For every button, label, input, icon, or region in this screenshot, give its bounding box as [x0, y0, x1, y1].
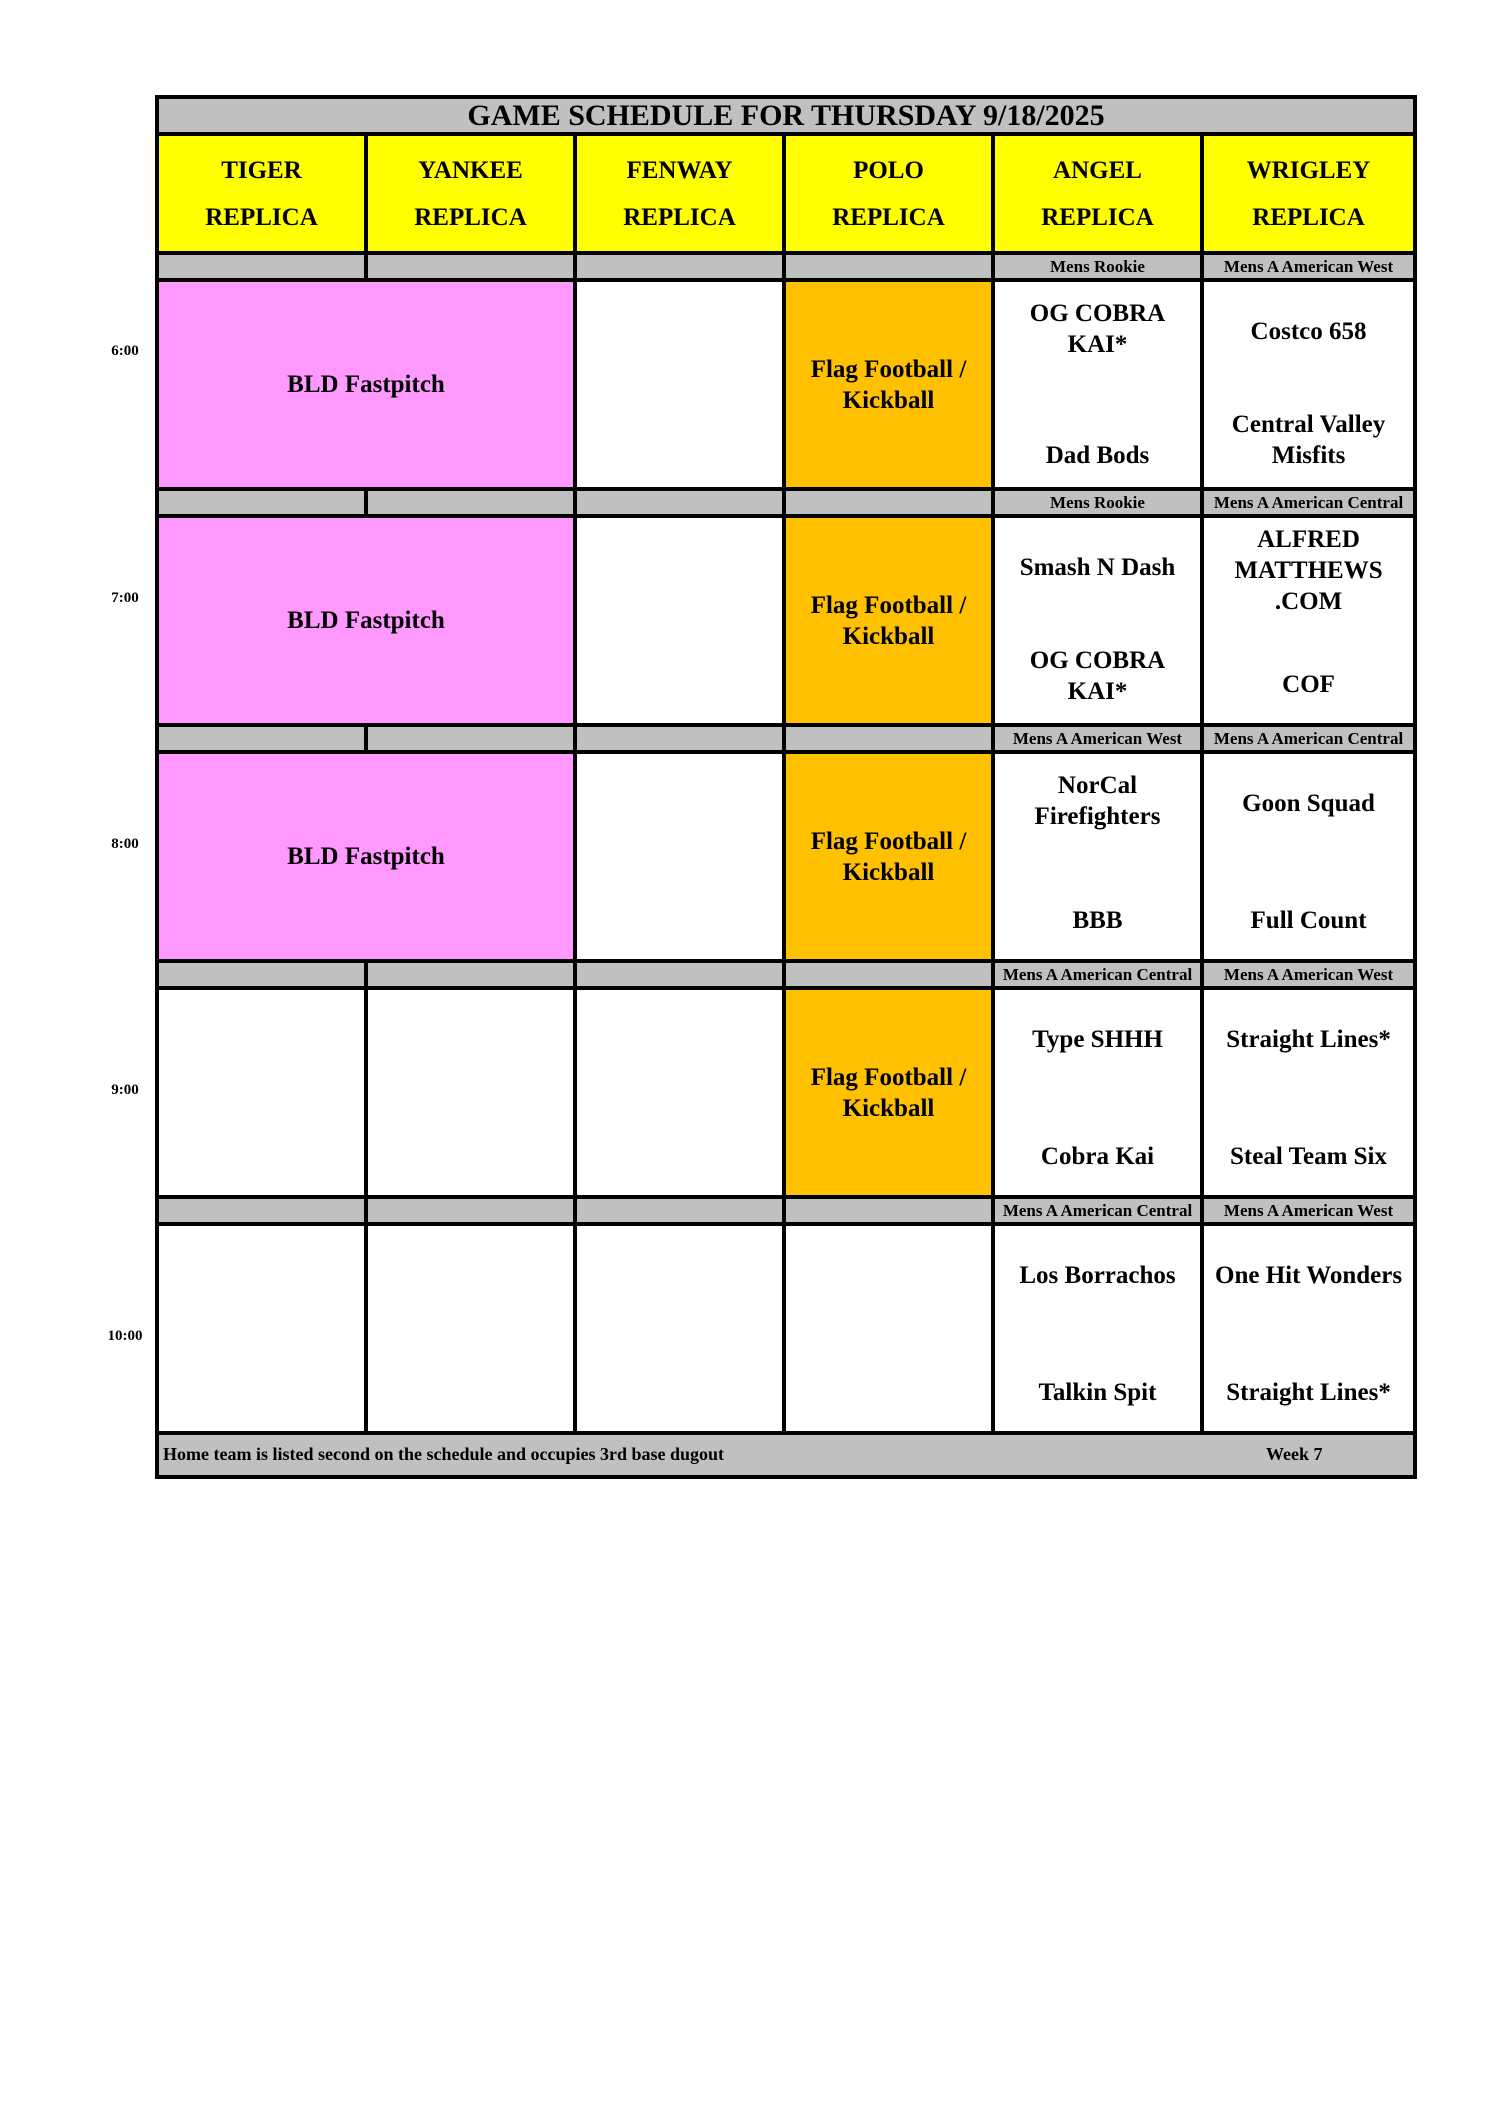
- divider-cell: [157, 1197, 366, 1224]
- away-team: [995, 770, 1200, 832]
- divider-cell: [784, 253, 993, 280]
- empty-slot: [575, 280, 784, 489]
- game-cell-angel: [993, 752, 1202, 961]
- home-team-name: Central Valley Misfits: [1231, 411, 1386, 469]
- time-label-6: 6:00: [111, 343, 139, 359]
- time-label-10: 10:00: [107, 1328, 143, 1344]
- field-sub: REPLICA: [1041, 203, 1154, 231]
- game-cell-angel: [993, 516, 1202, 725]
- game-cell-angel: [993, 988, 1202, 1197]
- game-cell-wrigley: [1202, 988, 1415, 1197]
- flag-football-label: Flag Football / Kickball: [810, 355, 967, 414]
- divider-cell: [575, 1197, 784, 1224]
- home-team: Cobra Kai: [1040, 1143, 1155, 1170]
- home-team: Straight Lines*: [1226, 1379, 1391, 1406]
- away-team: Los Borrachos: [1019, 1262, 1176, 1289]
- away-team-name: ALFRED MATTHEWS .COM: [1234, 526, 1383, 615]
- home-team: Talkin Spit: [1038, 1379, 1157, 1406]
- field-header-fenway: [575, 134, 784, 253]
- home-team: Steal Team Six: [1230, 1143, 1388, 1170]
- bld-fastpitch-block: BLD Fastpitch: [157, 516, 575, 725]
- field-header-yankee: [366, 134, 575, 253]
- flag-football-label: Flag Football / Kickball: [810, 591, 967, 650]
- flag-football-label: Flag Football / Kickball: [810, 1063, 967, 1122]
- away-team: [995, 298, 1200, 360]
- empty-slot: [575, 516, 784, 725]
- home-team: [995, 645, 1200, 707]
- away-team-name: NorCal Firefighters: [1034, 772, 1161, 830]
- away-team: Type SHHH: [1032, 1026, 1163, 1053]
- empty-slot: [366, 1224, 575, 1433]
- flag-football-block: [784, 752, 993, 961]
- divider-cell: [366, 725, 575, 752]
- division-label-wrigley: Mens A American West: [1202, 1197, 1415, 1224]
- bld-fastpitch-block: BLD Fastpitch: [157, 752, 575, 961]
- divider-cell: [366, 489, 575, 516]
- empty-slot: [784, 1224, 993, 1433]
- away-team: Smash N Dash: [1019, 554, 1176, 581]
- flag-football-block: [784, 280, 993, 489]
- divider-cell: [784, 961, 993, 988]
- home-team: Dad Bods: [1045, 442, 1150, 469]
- flag-football-block: [784, 516, 993, 725]
- flag-football-label: Flag Football / Kickball: [810, 827, 967, 886]
- field-name: WRIGLEY: [1246, 156, 1371, 184]
- divider-cell: [575, 489, 784, 516]
- game-cell-wrigley: [1202, 516, 1415, 725]
- bld-fastpitch-block: BLD Fastpitch: [157, 280, 575, 489]
- division-label-angel: Mens A American Central: [993, 961, 1202, 988]
- field-sub: REPLICA: [414, 203, 527, 231]
- schedule-footer: [157, 1433, 1415, 1477]
- division-label-wrigley: Mens A American West: [1202, 253, 1415, 280]
- schedule-table: [155, 95, 1417, 1479]
- time-label-9: 9:00: [111, 1082, 139, 1098]
- away-team-name: OG COBRA KAI*: [1029, 300, 1166, 358]
- divider-cell: [575, 253, 784, 280]
- empty-slot: [157, 1224, 366, 1433]
- field-sub: REPLICA: [1252, 203, 1365, 231]
- division-label-angel: Mens A American West: [993, 725, 1202, 752]
- field-name: POLO: [853, 156, 924, 184]
- divider-cell: [575, 725, 784, 752]
- divider-cell: [784, 725, 993, 752]
- divider-cell: [157, 961, 366, 988]
- divider-cell: [366, 253, 575, 280]
- time-label-8: 8:00: [111, 836, 139, 852]
- week-label: Week 7: [1266, 1444, 1323, 1464]
- home-team-note: Home team is listed second on the schedule and occupies 3rd base dugout: [163, 1444, 725, 1464]
- divider-cell: [366, 1197, 575, 1224]
- field-name: ANGEL: [1053, 156, 1142, 184]
- away-team: Goon Squad: [1242, 790, 1375, 817]
- division-label-wrigley: Mens A American West: [1202, 961, 1415, 988]
- away-team: One Hit Wonders: [1215, 1262, 1403, 1289]
- game-cell-wrigley: [1202, 280, 1415, 489]
- divider-cell: [784, 489, 993, 516]
- empty-slot: [575, 752, 784, 961]
- home-team-name: OG COBRA KAI*: [1029, 647, 1166, 705]
- away-team: Straight Lines*: [1226, 1026, 1391, 1053]
- field-header-polo: [784, 134, 993, 253]
- empty-slot: [575, 1224, 784, 1433]
- division-label-wrigley: Mens A American Central: [1202, 725, 1415, 752]
- division-label-angel: Mens A American Central: [993, 1197, 1202, 1224]
- home-team: BBB: [1072, 907, 1123, 934]
- field-name: TIGER: [221, 156, 302, 184]
- field-name: YANKEE: [418, 156, 523, 184]
- field-sub: REPLICA: [832, 203, 945, 231]
- away-team: [1204, 524, 1413, 617]
- schedule-title: GAME SCHEDULE FOR THURSDAY 9/18/2025: [157, 97, 1415, 134]
- home-team: COF: [1282, 671, 1335, 698]
- field-header-wrigley: [1202, 134, 1415, 253]
- game-cell-angel: [993, 280, 1202, 489]
- flag-football-block: [784, 988, 993, 1197]
- division-label-wrigley: Mens A American Central: [1202, 489, 1415, 516]
- divider-cell: [366, 961, 575, 988]
- empty-slot: [366, 988, 575, 1197]
- divider-cell: [157, 489, 366, 516]
- home-team: Full Count: [1250, 907, 1367, 934]
- field-sub: REPLICA: [623, 203, 736, 231]
- divider-cell: [157, 725, 366, 752]
- divider-cell: [575, 961, 784, 988]
- empty-slot: [157, 988, 366, 1197]
- game-cell-angel: [993, 1224, 1202, 1433]
- away-team: Costco 658: [1250, 318, 1367, 345]
- field-header-angel: [993, 134, 1202, 253]
- game-cell-wrigley: [1202, 1224, 1415, 1433]
- time-label-7: 7:00: [111, 590, 139, 606]
- game-cell-wrigley: [1202, 752, 1415, 961]
- division-label-angel: Mens Rookie: [993, 253, 1202, 280]
- divider-cell: [784, 1197, 993, 1224]
- field-sub: REPLICA: [205, 203, 318, 231]
- field-name: FENWAY: [626, 156, 733, 184]
- home-team: [1204, 409, 1413, 471]
- empty-slot: [575, 988, 784, 1197]
- division-label-angel: Mens Rookie: [993, 489, 1202, 516]
- field-header-tiger: [157, 134, 366, 253]
- divider-cell: [157, 253, 366, 280]
